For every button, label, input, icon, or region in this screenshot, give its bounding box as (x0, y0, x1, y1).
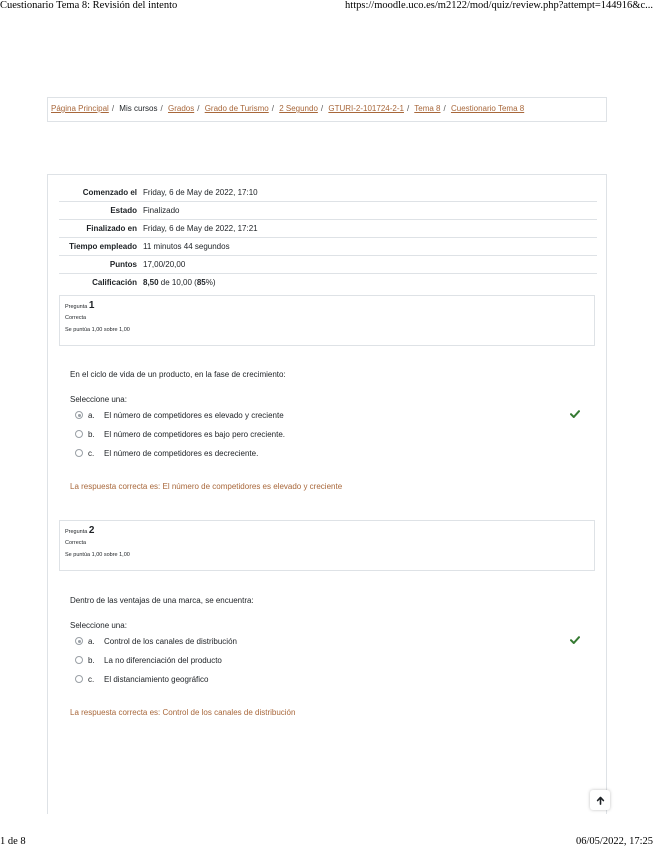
print-footer (0, 836, 655, 848)
page-counter: 1 de 8 (0, 836, 26, 847)
summary-row-started (59, 184, 597, 201)
grade-end: %) (205, 278, 216, 287)
summary-value (143, 277, 597, 288)
summary-value: Friday, 6 de May de 2022, 17:10 (143, 188, 258, 197)
question-prompt: Seleccione una: (70, 395, 127, 404)
question-text: Dentro de las ventajas de una marca, se encuentra: (70, 596, 254, 605)
question-number (65, 300, 594, 311)
question-state: Correcta (65, 540, 87, 546)
summary-value: Friday, 6 de May de 2022, 17:21 (143, 224, 258, 233)
answer-option[interactable] (70, 671, 590, 687)
check-icon (570, 409, 580, 419)
breadcrumb-grados[interactable]: Grados (167, 104, 195, 113)
question-number (65, 525, 594, 536)
grade-mid: de 10,00 ( (158, 278, 197, 287)
print-title: Cuestionario Tema 8: Revisión del intento (0, 0, 178, 11)
summary-label: Finalizado en (86, 224, 137, 233)
question-prefix: Pregunta (65, 529, 88, 535)
answer-option[interactable] (70, 426, 590, 442)
question-grade: Se puntúa 1,00 sobre 1,00 (65, 552, 130, 558)
question-prompt: Seleccione una: (70, 621, 127, 630)
answer-option[interactable] (70, 633, 590, 649)
question-prefix: Pregunta (65, 304, 88, 310)
summary-value: Finalizado (143, 206, 180, 215)
question-info-1 (59, 295, 595, 346)
back-to-top-button[interactable] (590, 790, 610, 810)
summary-value: 17,00/20,00 (143, 260, 186, 269)
summary-label: Puntos (109, 260, 137, 269)
print-url: https://moodle.uco.es/m2122/mod/quiz/review.php?attempt=144916&c... (345, 0, 653, 11)
summary-label: Calificación (92, 278, 137, 287)
answer-letter: a. (88, 636, 95, 646)
answer-text: La no diferenciación del producto (104, 655, 222, 665)
answer-letter: a. (88, 410, 95, 420)
grade-score: 8,50 (143, 278, 159, 287)
print-header (0, 0, 655, 12)
radio-button[interactable] (75, 411, 83, 419)
radio-button[interactable] (75, 449, 83, 457)
breadcrumb-tema-8[interactable]: Tema 8 (414, 104, 441, 113)
radio-button[interactable] (75, 675, 83, 683)
summary-value: 11 minutos 44 segundos (143, 242, 230, 251)
breadcrumb: Página Principal / Mis cursos / Grados / Grado de Turismo / 2 Segundo / GTURI-2-101724-2-1 / Tema 8 / Cuestionario Tema 8 (47, 97, 607, 122)
radio-button[interactable] (75, 430, 83, 438)
answer-letter: b. (88, 429, 95, 439)
breadcrumb-quiz[interactable]: Cuestionario Tema 8 (450, 104, 525, 113)
breadcrumb-grado-turismo[interactable]: Grado de Turismo (204, 104, 269, 113)
grade-percent: 85 (196, 278, 206, 287)
answer-text: Control de los canales de distribución (104, 636, 237, 646)
arrow-up-icon (596, 796, 605, 805)
question-number-value: 2 (88, 525, 95, 536)
summary-row-time (59, 237, 597, 255)
question-state: Correcta (65, 315, 87, 321)
question-feedback-2: La respuesta correcta es: Control de los canales de distribución (70, 708, 296, 717)
question-info-2 (59, 520, 595, 571)
answer-letter: b. (88, 655, 95, 665)
radio-button[interactable] (75, 656, 83, 664)
breadcrumb-home[interactable]: Página Principal (51, 104, 109, 113)
question-content-2 (70, 596, 590, 687)
summary-row-points (59, 255, 597, 273)
summary-label: Estado (110, 206, 137, 215)
answer-text: El número de competidores es elevado y creciente (104, 410, 284, 420)
breadcrumb-course[interactable]: GTURI-2-101724-2-1 (328, 104, 404, 113)
print-datetime: 06/05/2022, 17:25 (575, 836, 653, 847)
question-number-value: 1 (88, 300, 95, 311)
summary-row-state (59, 201, 597, 219)
question-content-1 (70, 370, 590, 461)
answer-option[interactable] (70, 445, 590, 461)
answer-letter: c. (88, 448, 95, 458)
radio-button[interactable] (75, 637, 83, 645)
question-text: En el ciclo de vida de un producto, en la fase de crecimiento: (70, 370, 286, 379)
answer-option[interactable] (70, 652, 590, 668)
attempt-summary-table (59, 184, 597, 291)
answer-letter: c. (88, 674, 95, 684)
summary-label: Tiempo empleado (69, 242, 137, 251)
breadcrumb-segundo[interactable]: 2 Segundo (279, 104, 318, 113)
question-grade: Se puntúa 1,00 sobre 1,00 (65, 327, 130, 333)
question-feedback-1: La respuesta correcta es: El número de competidores es elevado y creciente (70, 482, 343, 491)
breadcrumb-my-courses: Mis cursos (119, 104, 158, 113)
check-icon (570, 635, 580, 645)
summary-row-grade (59, 273, 597, 291)
answer-text: El número de competidores es bajo pero creciente. (104, 429, 285, 439)
answer-text: El número de competidores es decreciente. (104, 448, 259, 458)
summary-label: Comenzado el (82, 188, 137, 197)
answer-option[interactable] (70, 407, 590, 423)
summary-row-finished (59, 219, 597, 237)
answer-text: El distanciamiento geográfico (104, 674, 209, 684)
